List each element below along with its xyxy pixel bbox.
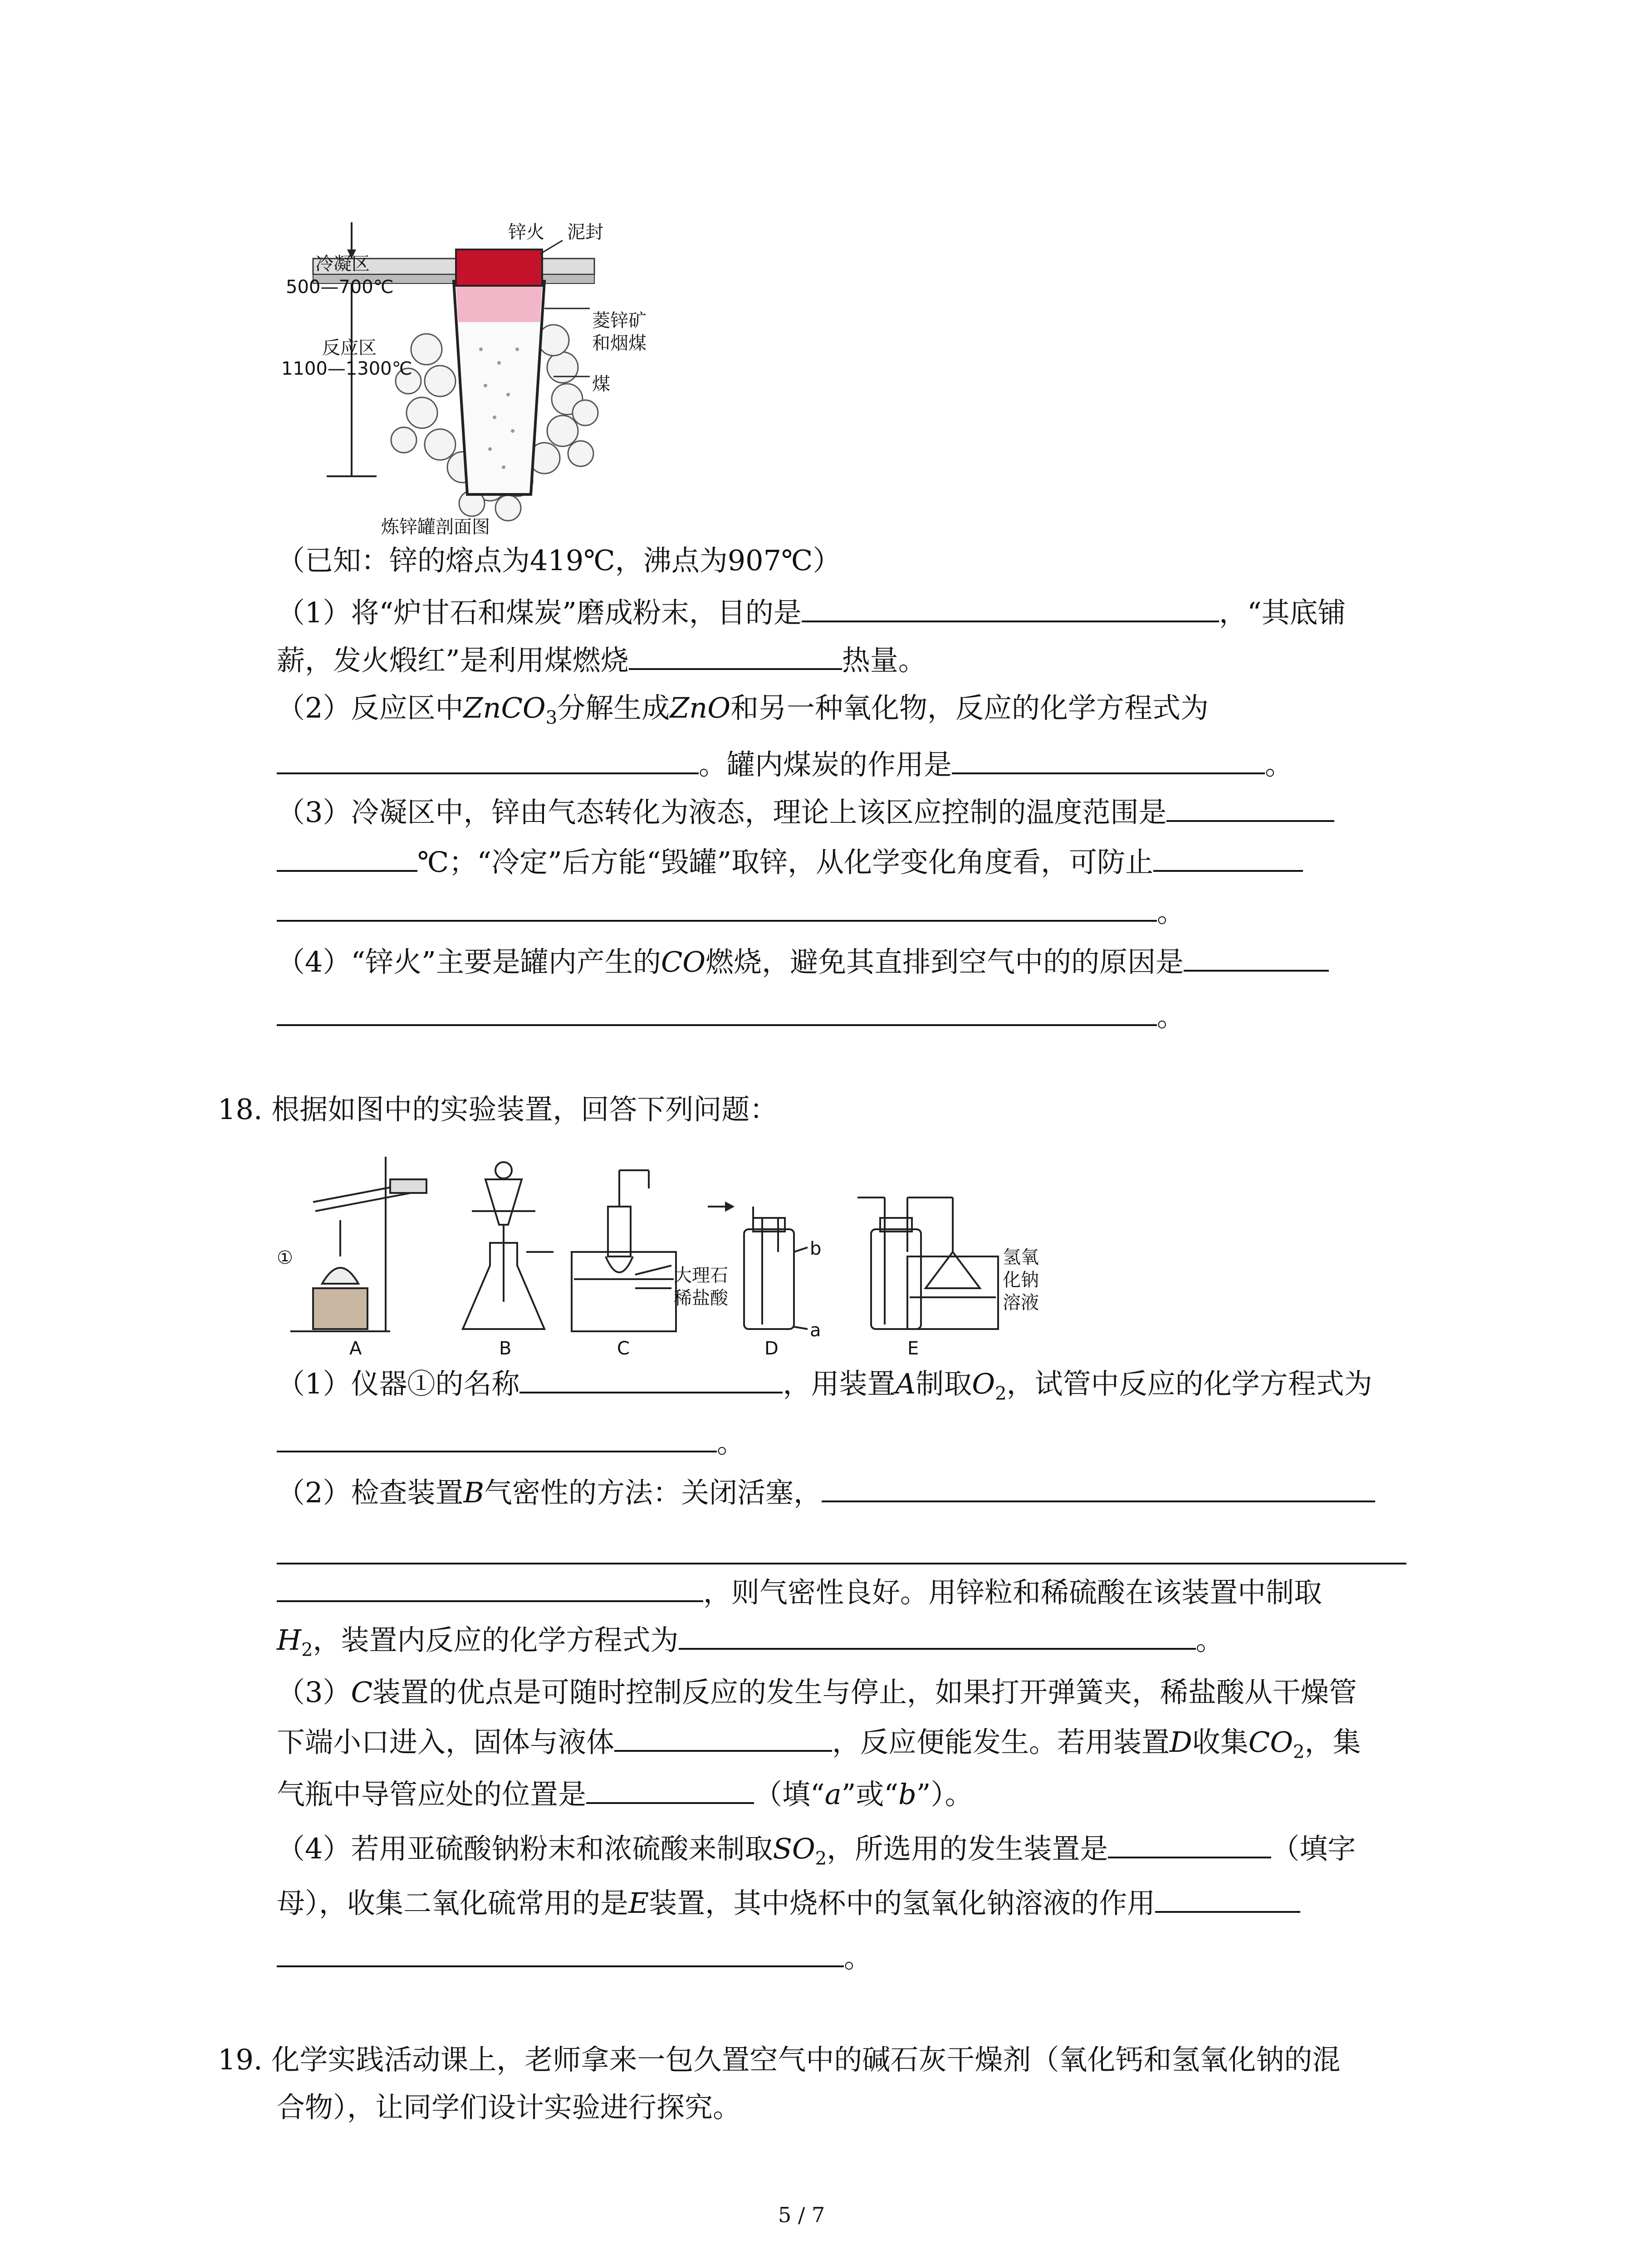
furnace-temp-condense: 500—700℃ bbox=[286, 277, 394, 298]
q17-p3-blank1[interactable] bbox=[1166, 798, 1334, 822]
q19-line2 bbox=[277, 2091, 741, 2124]
q18-p1-text-e: 。 bbox=[717, 1426, 745, 1459]
furnace-label-seal: 泥封 bbox=[567, 222, 603, 243]
q18-p3-text-g: 气瓶中导管应处的位置是 bbox=[277, 1778, 587, 1811]
label-a: a bbox=[810, 1320, 821, 1341]
q17-p2-text-c: 和另一种氧化物，反应的化学方程式为 bbox=[730, 691, 1209, 724]
label-b: b bbox=[810, 1238, 822, 1259]
q18-p1-A: A bbox=[895, 1367, 916, 1400]
q18-part1-line1 bbox=[277, 1367, 1372, 1404]
furnace-label-zinc-fire: 锌火 bbox=[508, 222, 544, 243]
q19-number: 19. bbox=[218, 2043, 263, 2076]
q17-p1-blank2[interactable] bbox=[629, 646, 842, 670]
q18-p4-text-e: 装置，其中烧杯中的氢氧化钠溶液的作用 bbox=[649, 1887, 1156, 1920]
q18-p3-blank1[interactable] bbox=[614, 1728, 832, 1752]
q18-part2-line4 bbox=[277, 1623, 1224, 1661]
label-naoh-2: 化钠 bbox=[1003, 1270, 1039, 1290]
q17-p2-zno: ZnO bbox=[670, 691, 731, 724]
q18-p1-blank2[interactable] bbox=[277, 1429, 717, 1452]
q17-p3-text-b: ℃；“冷定”后方能“毁罐”取锌，从化学变化角度看，可防止 bbox=[417, 846, 1154, 879]
q18-p4-text-d: 母），收集二氧化硫常用的是 bbox=[277, 1887, 629, 1920]
label-naoh-3: 溶液 bbox=[1003, 1292, 1039, 1313]
q18-p3-b: b bbox=[898, 1778, 916, 1811]
q17-p2-blank1[interactable] bbox=[277, 751, 699, 774]
label-apparatus-B: B bbox=[499, 1338, 512, 1359]
label-naoh-1: 氢氧 bbox=[1003, 1247, 1039, 1268]
q18-p4-text-a: （4）若用亚硫酸钠粉末和浓硫酸来制取 bbox=[277, 1832, 773, 1865]
q18-p1-text-c: 制取 bbox=[916, 1367, 972, 1400]
furnace-label-ore: 菱锌矿 bbox=[592, 310, 647, 331]
apparatus-diagram bbox=[272, 1152, 1112, 1361]
q18-p3-sub2: 2 bbox=[1293, 1741, 1305, 1763]
q18-part1-line2 bbox=[277, 1426, 745, 1459]
q18-p1-sub2: 2 bbox=[995, 1383, 1007, 1404]
label-circle-1: ① bbox=[277, 1247, 293, 1268]
q17-p4-blank1[interactable] bbox=[1184, 948, 1329, 972]
q18-p4-sub2: 2 bbox=[815, 1848, 827, 1869]
page-number: 5 / 7 bbox=[778, 2203, 825, 2227]
q17-p3-text-c: 。 bbox=[1157, 895, 1185, 929]
q18-p1-text-b: ，用装置 bbox=[783, 1367, 896, 1400]
q17-p2-znco3: ZnCO bbox=[463, 691, 546, 724]
furnace-figure bbox=[272, 213, 647, 540]
q17-p4-text-b: 燃烧，避免其直排到空气中的的原因是 bbox=[705, 945, 1184, 978]
label-apparatus-A: A bbox=[349, 1338, 362, 1359]
q18-p3-text-c: 下端小口进入，固体与液体 bbox=[277, 1725, 615, 1759]
q18-p3-text-d: ，反应便能发生。若用装置 bbox=[832, 1725, 1170, 1759]
q17-p4-text-a: （4）“锌火”主要是罐内产生的 bbox=[277, 945, 661, 978]
label-apparatus-C: C bbox=[617, 1338, 630, 1359]
q18-part2-line1 bbox=[277, 1476, 1375, 1509]
furnace-zone-react: 反应区 bbox=[322, 337, 377, 358]
q17-part3-line2 bbox=[277, 846, 1303, 879]
q18-p3-D: D bbox=[1170, 1725, 1192, 1759]
q17-p1-blank1[interactable] bbox=[802, 599, 1219, 622]
q17-known: （已知：锌的熔点为419℃，沸点为907℃） bbox=[277, 544, 841, 577]
label-dilute-hcl: 稀盐酸 bbox=[674, 1288, 728, 1309]
q17-part1-line1 bbox=[277, 596, 1346, 629]
q18-number: 18. bbox=[218, 1093, 263, 1126]
q18-p3-text-h: （填“ bbox=[754, 1778, 825, 1811]
q18-p3-CO: CO bbox=[1248, 1725, 1293, 1759]
q17-p1-text-c: 薪，发火煅红”是利用煤燃烧 bbox=[277, 644, 629, 677]
furnace-zone-condense: 冷凝区 bbox=[315, 254, 370, 274]
q18-part4-line1 bbox=[277, 1832, 1356, 1869]
q17-p2-text-b: 分解生成 bbox=[557, 691, 670, 724]
label-apparatus-E: E bbox=[907, 1338, 919, 1359]
q19-line1 bbox=[218, 2043, 1341, 2076]
q18-p2-blank2[interactable] bbox=[679, 1626, 1196, 1650]
q18-p2-text-e: 。 bbox=[1195, 1623, 1224, 1657]
q18-p4-text-c: （填字 bbox=[1271, 1832, 1356, 1865]
q17-part4-line2 bbox=[277, 1002, 1185, 1031]
q18-p4-blank2[interactable] bbox=[1155, 1889, 1300, 1913]
q17-p2-text-e: 。 bbox=[1265, 748, 1293, 781]
q17-part2-line2 bbox=[277, 748, 1293, 781]
q17-part3-line3 bbox=[277, 895, 1185, 929]
label-marble: 大理石 bbox=[674, 1265, 728, 1286]
q17-p4-text-c: 。 bbox=[1157, 1000, 1185, 1033]
q18-p3-text-j: ”）。 bbox=[916, 1778, 973, 1811]
q18-p2-blank1[interactable] bbox=[822, 1479, 1375, 1502]
q18-p4-E: E bbox=[628, 1887, 649, 1920]
q18-part4-line3 bbox=[277, 1941, 872, 1974]
furnace-label-ore2: 和烟煤 bbox=[592, 333, 647, 354]
q18-p3-text-e: 收集 bbox=[1192, 1725, 1249, 1759]
q17-p4-co: CO bbox=[661, 945, 706, 978]
q18-p1-text-d: ，试管中反应的化学方程式为 bbox=[1006, 1367, 1372, 1400]
q18-part3-line1 bbox=[277, 1676, 1357, 1709]
q17-part2-line1 bbox=[277, 691, 1209, 728]
q18-p3-text-f: ，集 bbox=[1304, 1725, 1361, 1759]
q18-p2-blank1-cont[interactable] bbox=[277, 1579, 703, 1602]
q18-p1-text-a: （1）仪器①的名称 bbox=[277, 1367, 520, 1400]
q18-p3-text-i: ”或“ bbox=[841, 1778, 899, 1811]
q17-p3-blank2[interactable] bbox=[1153, 848, 1303, 872]
q17-p1-text-a: （1）将“炉甘石和煤炭”磨成粉末，目的是 bbox=[277, 596, 802, 629]
q17-p3-blank1-cont[interactable] bbox=[277, 848, 417, 872]
q18-p3-text-a: （3） bbox=[277, 1676, 351, 1709]
q17-p4-blank1-cont[interactable] bbox=[277, 1002, 1157, 1026]
q18-stem-text: 根据如图中的实验装置，回答下列问题： bbox=[271, 1093, 778, 1126]
q18-p1-blank1[interactable] bbox=[519, 1370, 783, 1393]
q17-part4-line1 bbox=[277, 945, 1329, 978]
q17-p2-blank2[interactable] bbox=[952, 751, 1265, 774]
q18-p2-H: H bbox=[277, 1623, 302, 1657]
q18-p2-blank1-line2[interactable] bbox=[277, 1563, 1406, 1564]
q18-part2-line3 bbox=[277, 1576, 1323, 1609]
q17-p3-text-a: （3）冷凝区中，锌由气态转化为液态，理论上该区应控制的温度范围是 bbox=[277, 796, 1167, 829]
q18-p2-sub2: 2 bbox=[301, 1639, 313, 1661]
q18-p2-text-a: （2）检查装置 bbox=[277, 1476, 464, 1509]
q17-p1-text-b: ，“其底铺 bbox=[1219, 596, 1346, 629]
label-apparatus-D: D bbox=[764, 1338, 779, 1359]
q18-p4-blank1[interactable] bbox=[1108, 1835, 1271, 1858]
q18-part4-line2 bbox=[277, 1887, 1300, 1920]
q19-line1-text: 化学实践活动课上，老师拿来一包久置空气中的碱石灰干燥剂（氧化钙和氢氧化钠的混 bbox=[271, 2043, 1341, 2076]
q18-p2-text-c: ，则气密性良好。用锌粒和稀硫酸在该装置中制取 bbox=[703, 1576, 1323, 1609]
q17-p3-blank2-cont[interactable] bbox=[277, 898, 1157, 922]
q18-part3-line2 bbox=[277, 1725, 1361, 1763]
q17-p1-text-d: 热量。 bbox=[842, 644, 926, 677]
furnace-caption: 炼锌罐剖面图 bbox=[381, 517, 490, 538]
q18-p4-blank2-cont[interactable] bbox=[277, 1944, 844, 1967]
q18-p4-text-f: 。 bbox=[844, 1941, 872, 1974]
q19-line2-text: 合物），让同学们设计实验进行探究。 bbox=[277, 2091, 741, 2124]
furnace-label-coal: 煤 bbox=[592, 374, 610, 395]
q18-p3-a: a bbox=[824, 1778, 842, 1811]
q18-part3-line3 bbox=[277, 1780, 973, 1809]
q18-p3-text-b: 装置的优点是可随时控制反应的发生与停止，如果打开弹簧夹，稀盐酸从干燥管 bbox=[372, 1676, 1357, 1709]
q18-p2-B: B bbox=[463, 1476, 485, 1509]
q18-p3-blank2[interactable] bbox=[586, 1780, 754, 1804]
q17-part3-line1 bbox=[277, 796, 1334, 829]
q18-p3-C: C bbox=[351, 1676, 372, 1709]
q17-p2-text-a: （2）反应区中 bbox=[277, 691, 464, 724]
furnace-temp-react: 1100—1300℃ bbox=[281, 358, 412, 379]
apparatus-figure bbox=[272, 1152, 1112, 1361]
q18-p4-SO: SO bbox=[773, 1832, 815, 1865]
q17-p2-sub3: 3 bbox=[545, 707, 558, 728]
q18-stem bbox=[218, 1095, 778, 1124]
q18-p1-O: O bbox=[972, 1367, 995, 1400]
q17-part1-line2 bbox=[277, 646, 926, 675]
q18-p2-text-b: 气密性的方法：关闭活塞， bbox=[484, 1476, 822, 1509]
q18-p2-text-d: ，装置内反应的化学方程式为 bbox=[313, 1623, 679, 1657]
q17-p2-text-d: 。罐内煤炭的作用是 bbox=[699, 748, 952, 781]
q18-p4-text-b: ，所选用的发生装置是 bbox=[827, 1832, 1108, 1865]
